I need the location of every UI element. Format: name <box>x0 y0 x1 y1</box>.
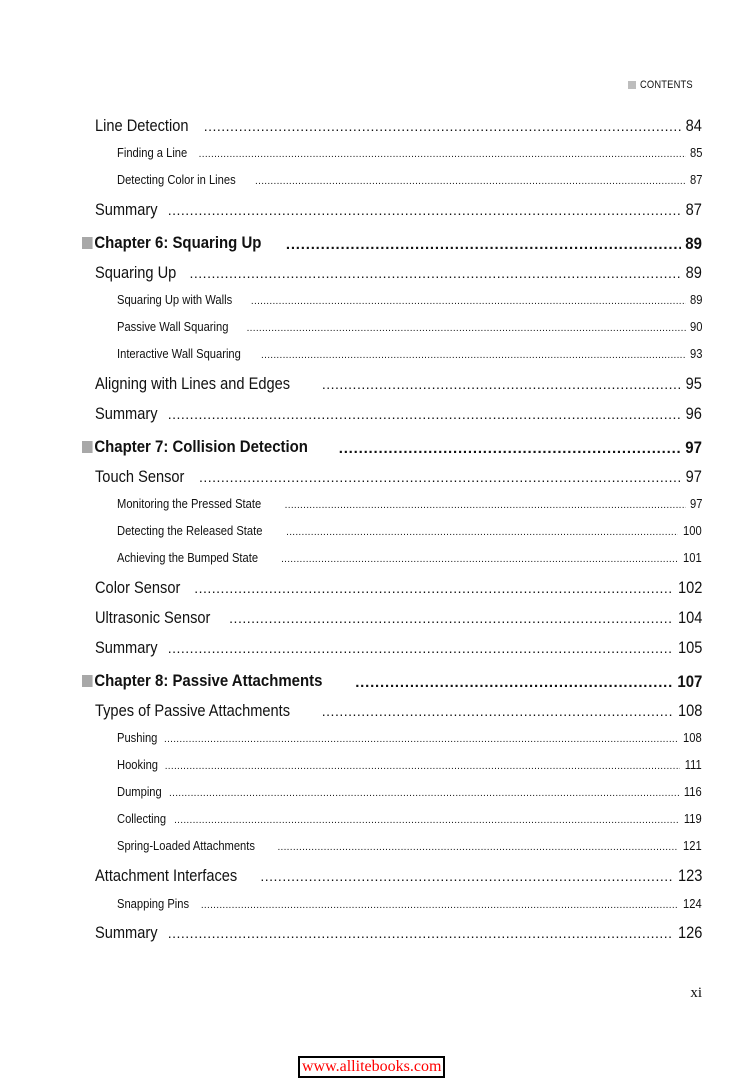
toc-entry-title-text: Hooking <box>117 757 159 772</box>
toc-entry-title-text: Spring-Loaded Attachments <box>117 838 255 853</box>
toc-entry-page: 97 <box>685 438 702 457</box>
dot-leader <box>168 925 672 941</box>
toc-entry-page: 89 <box>685 234 702 253</box>
dot-leader <box>168 640 672 656</box>
toc-entry-page: 104 <box>677 608 702 627</box>
toc-entry-title-text: Squaring Up with Walls <box>117 292 233 307</box>
toc-entry-title <box>82 671 322 691</box>
toc-entry-page: 95 <box>685 374 702 393</box>
square-bullet-icon <box>628 81 636 89</box>
toc-entry-subsection[interactable] <box>117 496 702 514</box>
toc-entry-subsection[interactable] <box>117 838 702 856</box>
toc-entry-section[interactable] <box>95 866 702 888</box>
toc-entry-title <box>95 701 290 721</box>
toc-entry-title-text: Achieving the Bumped State <box>117 550 259 565</box>
toc-entry-title <box>95 608 210 628</box>
toc-entry-title <box>117 550 258 565</box>
dot-leader <box>339 440 681 457</box>
chapter-square-bullet-icon <box>82 675 93 687</box>
dot-leader <box>201 900 678 911</box>
toc-entry-title-text: Snapping Pins <box>117 896 190 911</box>
toc-entry-page: 121 <box>683 838 702 853</box>
toc-entry-section[interactable] <box>95 923 702 945</box>
toc-entry-title-text: Squaring Up <box>95 263 177 282</box>
toc-entry-title-text: Touch Sensor <box>95 467 185 486</box>
toc-entry-title-text: Interactive Wall Squaring <box>117 346 241 361</box>
toc-entry-subsection[interactable] <box>117 172 702 190</box>
dot-leader <box>286 236 681 253</box>
dot-leader <box>168 202 681 218</box>
toc-entry-subsection[interactable] <box>117 292 702 310</box>
dot-leader <box>199 469 681 485</box>
toc-entry-page: 119 <box>684 811 702 826</box>
toc-entry-page: 102 <box>677 578 702 597</box>
toc-entry-title <box>117 346 241 361</box>
toc-entry-page: 97 <box>689 496 702 511</box>
toc-entry-title-text: Summary <box>95 638 158 657</box>
toc-entry-page: 89 <box>689 292 702 307</box>
running-header <box>628 79 702 91</box>
toc-entry-page: 84 <box>685 116 702 135</box>
page-number: xi <box>690 985 702 1001</box>
toc-entry-title-text: Detecting Color in Lines <box>117 172 236 187</box>
toc-entry-section[interactable] <box>95 467 702 489</box>
toc-entry-title <box>95 404 158 424</box>
toc-entry-title-text: Dumping <box>117 784 162 799</box>
dot-leader <box>251 296 686 307</box>
dot-leader <box>204 118 681 134</box>
toc-entry-title <box>117 811 166 826</box>
toc-entry-subsection[interactable] <box>117 896 702 914</box>
dot-leader <box>260 868 671 884</box>
toc-entry-title-text: Summary <box>95 923 158 942</box>
toc-entry-page: 97 <box>685 467 702 486</box>
toc-entry-page: 96 <box>685 404 702 423</box>
toc-entry-page: 126 <box>677 923 702 942</box>
toc-entry-section[interactable] <box>95 263 702 285</box>
watermark-link[interactable]: www.allitebooks.com <box>298 1056 445 1078</box>
toc-entry-section[interactable] <box>95 404 702 426</box>
toc-entry-page: 116 <box>684 784 702 799</box>
toc-entry-title <box>95 263 176 283</box>
toc-entry-page: 124 <box>683 896 702 911</box>
chapter-square-bullet-icon <box>82 441 93 453</box>
toc-entry-section[interactable] <box>95 578 702 600</box>
toc-entry-title-text: Ultrasonic Sensor <box>95 608 211 627</box>
toc-entry-title <box>95 923 158 943</box>
dot-leader <box>168 406 681 422</box>
dot-leader <box>277 842 678 853</box>
toc-entry-page: 111 <box>685 757 702 772</box>
toc-entry-subsection[interactable] <box>117 523 702 541</box>
dot-leader <box>261 350 686 361</box>
toc-entry-title <box>117 730 157 745</box>
toc-entry-subsection[interactable] <box>117 784 702 802</box>
toc-entry-section[interactable] <box>95 116 702 138</box>
toc-entry-title-text: Summary <box>95 404 158 423</box>
toc-entry-title-text: Chapter 6: Squaring Up <box>94 233 262 252</box>
chapter-square-bullet-icon <box>82 237 93 249</box>
dot-leader <box>169 788 679 799</box>
dot-leader <box>229 610 671 626</box>
toc-entry-title <box>117 319 228 334</box>
toc-entry-title-text: Summary <box>95 200 158 219</box>
toc-entry-title-text: Finding a Line <box>117 145 188 160</box>
dot-leader <box>199 149 686 160</box>
toc-entry-chapter[interactable] <box>82 437 702 459</box>
dot-leader <box>247 323 686 334</box>
toc-entry-title-text: Chapter 7: Collision Detection <box>94 437 308 456</box>
toc-entry-subsection[interactable] <box>117 757 702 775</box>
toc-entry-subsection[interactable] <box>117 730 702 748</box>
toc-entry-title <box>95 116 188 136</box>
dot-leader <box>174 815 679 826</box>
toc-entry-page: 93 <box>689 346 702 361</box>
toc-entry-subsection[interactable] <box>117 319 702 337</box>
toc-entry-title-text: Detecting the Released State <box>117 523 263 538</box>
toc-entry-section[interactable] <box>95 608 702 630</box>
dot-leader <box>281 554 678 565</box>
toc-entry-title <box>117 757 158 772</box>
dot-leader <box>322 376 681 392</box>
toc-entry-page: 90 <box>689 319 702 334</box>
toc-entry-page: 87 <box>685 200 702 219</box>
toc-entry-title <box>95 578 180 598</box>
toc-entry-title <box>117 172 236 187</box>
toc-entry-title <box>95 467 184 487</box>
toc-entry-title <box>117 496 261 511</box>
toc-entry-title-text: Line Detection <box>95 116 189 135</box>
toc-entry-title-text: Passive Wall Squaring <box>117 319 229 334</box>
toc-entry-title <box>117 784 162 799</box>
toc-entry-title-text: Chapter 8: Passive Attachments <box>94 671 323 690</box>
toc-entry-page: 87 <box>689 172 702 187</box>
toc-entry-section[interactable] <box>95 374 702 396</box>
toc-entry-page: 123 <box>677 866 702 885</box>
header-section-label: CONTENTS <box>639 79 693 91</box>
toc-entry-subsection[interactable] <box>117 550 702 568</box>
toc-entry-title-text: Color Sensor <box>95 578 181 597</box>
dot-leader <box>255 176 686 187</box>
dot-leader <box>164 734 678 745</box>
dot-leader <box>190 265 682 281</box>
toc-entry-subsection[interactable] <box>117 346 702 364</box>
dot-leader <box>286 527 678 538</box>
toc-entry-title-text: Attachment Interfaces <box>95 866 238 885</box>
toc-entry-title <box>117 896 189 911</box>
toc-entry-title <box>117 523 262 538</box>
toc-entry-title-text: Collecting <box>117 811 167 826</box>
toc-entry-chapter[interactable] <box>82 671 702 693</box>
toc-entry-title <box>117 292 232 307</box>
toc-entry-title <box>82 233 261 253</box>
toc-entry-page: 89 <box>685 263 702 282</box>
toc-entry-title-text: Pushing <box>117 730 158 745</box>
toc-entry-page: 105 <box>677 638 702 657</box>
toc-entry-section[interactable] <box>95 701 702 723</box>
toc-entry-title <box>82 437 308 457</box>
toc-entry-title <box>95 374 290 394</box>
toc-entry-section[interactable] <box>95 638 702 660</box>
toc-entry-title <box>95 200 158 220</box>
toc-entry-title-text: Aligning with Lines and Edges <box>95 374 291 393</box>
dot-leader <box>322 703 672 719</box>
toc-entry-page: 101 <box>683 550 702 565</box>
dot-leader <box>194 580 671 596</box>
toc-entry-title <box>95 866 237 886</box>
toc-entry-section[interactable] <box>95 200 702 222</box>
toc-entry-title <box>117 145 187 160</box>
toc-entry-page: 100 <box>683 523 702 538</box>
toc-entry-title <box>95 638 158 658</box>
dot-leader <box>355 674 671 691</box>
dot-leader <box>165 761 681 772</box>
toc-entry-page: 107 <box>677 672 702 691</box>
toc-entry-page: 108 <box>683 730 702 745</box>
dot-leader <box>285 500 686 511</box>
toc-entry-title-text: Types of Passive Attachments <box>95 701 291 720</box>
toc-entry-title <box>117 838 255 853</box>
toc-entry-subsection[interactable] <box>117 811 702 829</box>
toc-entry-page: 85 <box>689 145 702 160</box>
toc-entry-subsection[interactable] <box>117 145 702 163</box>
toc-entry-title-text: Monitoring the Pressed State <box>117 496 262 511</box>
toc-entry-page: 108 <box>677 701 702 720</box>
toc-entry-chapter[interactable] <box>82 233 702 255</box>
